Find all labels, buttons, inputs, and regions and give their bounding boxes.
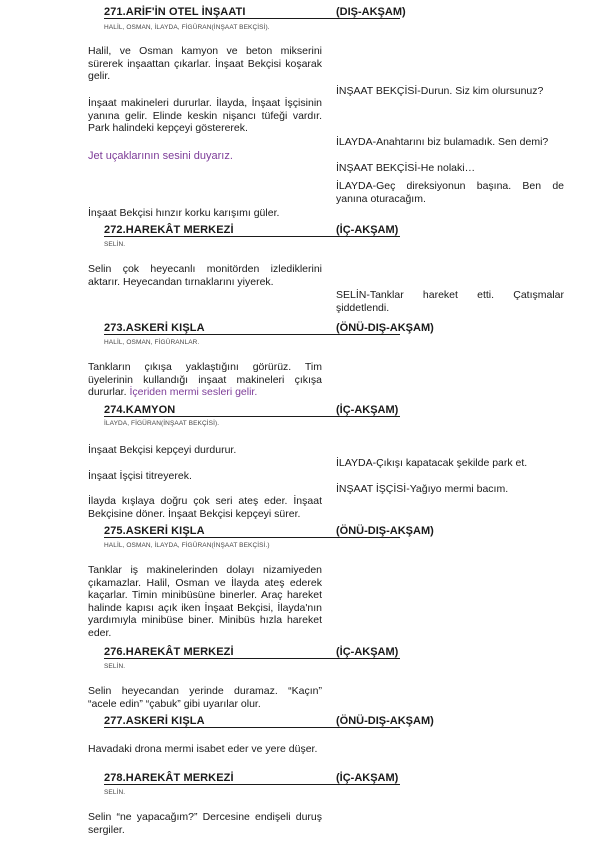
sound-effect-note: İçeriden mermi sesleri gelir.	[129, 386, 258, 398]
scene-heading	[104, 525, 570, 540]
dialogue-line: İNŞAAT BEKÇİSİ-Durun. Siz kim olursunuz?	[336, 85, 544, 97]
scene-cast: HALİL, OSMAN, İLAYDA, FİGÜRAN(İNŞAAT BEKÇİSİ).	[104, 24, 270, 31]
scene-heading	[104, 6, 570, 21]
scene-heading	[104, 404, 570, 419]
heading-underline	[104, 658, 400, 659]
scene-time-tag: (İÇ-AKŞAM)	[336, 646, 399, 658]
action-paragraph: İnşaat Bekçisi kepçeyi durdurur.	[88, 444, 237, 456]
dialogue-line: İLAYDA-Anahtarını biz bulamadık. Sen demi?	[336, 136, 549, 148]
heading-underline	[104, 784, 400, 785]
scene-number: 274.KAMYON	[104, 404, 176, 416]
heading-underline	[104, 334, 400, 335]
scene-number: 273.ASKERİ KIŞLA	[104, 322, 205, 334]
heading-underline	[104, 416, 400, 417]
scene-number: 277.ASKERİ KIŞLA	[104, 715, 205, 727]
scene-number: 275.ASKERİ KIŞLA	[104, 525, 205, 537]
scene-time-tag: (ÖNÜ-DIŞ-AKŞAM)	[336, 322, 434, 334]
action-paragraph: Selin çok heyecanlı monitörden izlediklerini aktarır. Heyecandan tırnaklarını yiyerek.	[88, 263, 322, 288]
action-text: Tankların çıkışa yaklaştığını görürüz. Tim üyelerinin kullandığı inşaat makineleri çıkışa dururlar.	[88, 361, 322, 398]
scene-cast: İLAYDA, FİGÜRAN(İNŞAAT BEKÇİSİ).	[104, 420, 220, 427]
scene-heading	[104, 646, 570, 661]
dialogue-line: İLAYDA-Çıkışı kapatacak şekilde park et.	[336, 457, 528, 469]
scene-time-tag: (ÖNÜ-DIŞ-AKŞAM)	[336, 715, 434, 727]
scene-number: 278.HAREKÂT MERKEZİ	[104, 772, 234, 784]
action-paragraph: İnşaat İşçisi titreyerek.	[88, 470, 192, 482]
heading-underline	[104, 537, 400, 538]
scene-number: 271.ARİF'İN OTEL İNŞAATI	[104, 6, 246, 18]
dialogue-line: İNŞAAT BEKÇİSİ-He nolaki…	[336, 162, 476, 174]
action-paragraph: Selin heyecandan yerinde duramaz. “Kaçın” “acele edin” “çabuk” gibi uyarılar olur.	[88, 685, 322, 710]
scene-cast: HALİL, OSMAN, FİGÜRANLAR.	[104, 339, 200, 346]
scene-number: 276.HAREKÂT MERKEZİ	[104, 646, 234, 658]
scene-time-tag: (ÖNÜ-DIŞ-AKŞAM)	[336, 525, 434, 537]
heading-underline	[104, 727, 400, 728]
scene-cast: SELİN.	[104, 789, 126, 796]
action-paragraph: İlayda kışlaya doğru çok seri ateş eder. İnşaat Bekçisine döner. İnşaat Bekçisi kepçeyi sürer.	[88, 495, 322, 520]
action-paragraph: Halil, ve Osman kamyon ve beton mikserini sürerek inşaattan çıkarlar. İnşaat Bekçisi koşarak gelir.	[88, 45, 322, 82]
dialogue-line: İNŞAAT İŞÇİSİ-Yağıyo mermi bacım.	[336, 483, 509, 495]
heading-underline	[104, 236, 400, 237]
scene-time-tag: (DIŞ-AKŞAM)	[336, 6, 406, 18]
scene-time-tag: (İÇ-AKŞAM)	[336, 404, 399, 416]
scene-heading	[104, 772, 570, 787]
dialogue-line: SELİN-Tanklar hareket etti. Çatışmalar şiddetlendi.	[336, 289, 564, 314]
scene-cast: SELİN.	[104, 663, 126, 670]
scene-number: 272.HAREKÂT MERKEZİ	[104, 224, 234, 236]
scene-heading	[104, 322, 570, 337]
action-paragraph: Selin “ne yapacağım?” Dercesine endişeli duruş sergiler.	[88, 811, 322, 836]
scene-heading	[104, 224, 570, 239]
sound-effect-note: Jet uçaklarının sesini duyarız.	[88, 150, 233, 162]
action-paragraph: Havadaki drona mermi isabet eder ve yere düşer.	[88, 743, 318, 755]
scene-time-tag: (İÇ-AKŞAM)	[336, 224, 399, 236]
dialogue-line: İLAYDA-Geç direksiyonun başına. Ben de yanına oturacağım.	[336, 180, 564, 205]
action-paragraph: Tanklar iş makinelerinden dolayı nizamiyeden çıkamazlar. Halil, Osman ve İlayda ateş ederek kaçarlar. Timin minibüsüne binerler. Araç hareket halinde kapısı açık iken İnşaat Bekçisi, İlayda'nın yardımıyla minibüse biner. Minibüs hızla hareket eder.	[88, 564, 322, 639]
scene-heading	[104, 715, 570, 730]
scene-cast: HALİL, OSMAN, İLAYDA, FİGÜRAN(İNŞAAT BEKÇİSİ.)	[104, 542, 270, 549]
scene-cast: SELİN.	[104, 241, 126, 248]
scene-time-tag: (İÇ-AKŞAM)	[336, 772, 399, 784]
action-paragraph	[88, 361, 322, 399]
heading-underline	[104, 18, 400, 19]
action-paragraph: İnşaat makineleri dururlar. İlayda, İnşaat İşçisinin yanına gelir. Elinde keskin nişancı tüfeği vardır. Park halindeki kepçeyi göstererek.	[88, 97, 322, 134]
action-paragraph: İnşaat Bekçisi hınzır korku karışımı güler.	[88, 207, 280, 219]
